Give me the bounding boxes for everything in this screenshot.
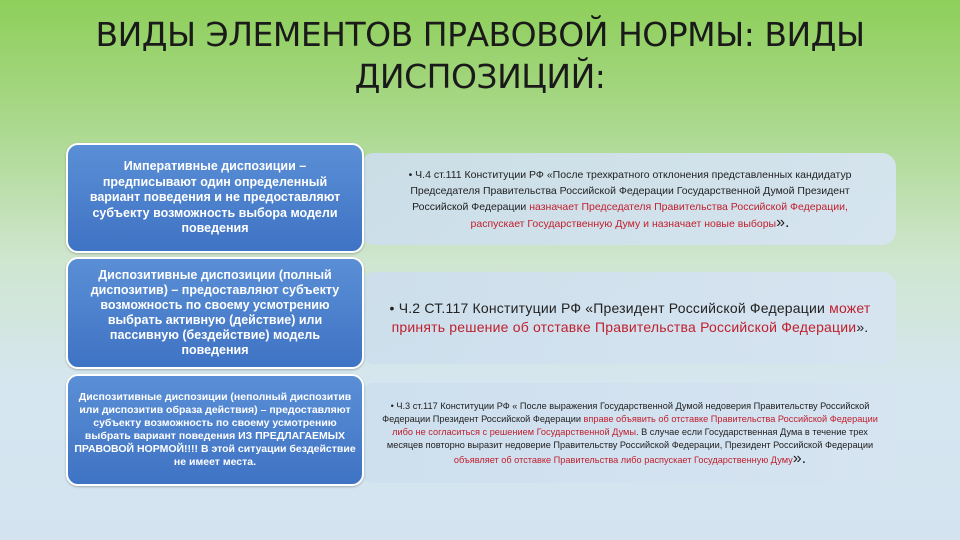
example-text-highlight: может принять решение об отставке Правительства Российской Федерации (391, 300, 871, 335)
definition-text: Диспозитивные диспозиции (неполный диспозитив или диспозитив образа действия) – предоставляют субъекту возможность по своему усмотрению выбрать вариант поведения ИЗ ПРЕДЛАГАЕМЫХ ПРАВОВОЙ НОРМОЙ!!!! В этой ситуации бездействие не имеет места. (74, 391, 356, 468)
definition-text: Императивные диспозиции – предписывают один определенный вариант поведения и не предоставляют субъекту возможность выбора модели поведения (89, 159, 341, 236)
example-text (386, 167, 874, 232)
example-text-highlight: вправе объявить об отставке Правительства Российской Федерации либо не согласиться с решением Государственной Думы (392, 413, 878, 437)
page-title (0, 14, 960, 98)
example-text-closing: ». (776, 213, 790, 231)
example-text (382, 400, 878, 467)
example-text-closing: ». (792, 449, 807, 467)
definition-box-partial-dispositive (66, 374, 364, 486)
example-box-full-dispositive (360, 272, 896, 364)
bullet: • (408, 168, 413, 181)
example-text-plain: Ч.3 ст.117 Конституции РФ « После выражения Государственной Думой недоверия Правительству Российской Федерации Президент Российской Федерации (382, 400, 870, 424)
example-text-highlight: назначает Председателя Правительства Российской Федерации, распускает Государственную Думу и назначает новые выборы (470, 200, 848, 230)
title-line-2: ДИСПОЗИЦИЙ: (354, 57, 606, 96)
example-text (386, 299, 874, 337)
definition-box-full-dispositive (66, 257, 364, 369)
example-text-plain: Ч.2 СТ.117 Конституции РФ «Президент Российской Федерации (398, 300, 830, 316)
bullet: • (390, 400, 394, 411)
example-text-highlight-2: объявляет об отставке Правительства либо распускает Государственную Думу (453, 454, 793, 465)
title-line-1: ВИДЫ ЭЛЕМЕНТОВ ПРАВОВОЙ НОРМЫ: ВИДЫ (95, 15, 865, 54)
example-text-plain: Ч.4 ст.111 Конституции РФ «После трехкратного отклонения представленных кандидатур Председателя Правительства Российской Федерации Государственной Думой Президент Российской Федерации (410, 168, 852, 213)
definition-text: Диспозитивные диспозиции (полный диспозитив) – предоставляют субъекту возможность по своему усмотрению выбрать активную (действие) или пассивную (бездействие) модель поведения (90, 268, 340, 357)
example-text-plain-2: . В случае если Государственная Дума в течение трех месяцев повторно выразит недоверие Правительству Российской Федерации, Президент Российской Федерации (386, 426, 874, 450)
bullet: • (389, 300, 395, 316)
definition-box-imperative (66, 143, 364, 253)
example-text-closing: ». (856, 319, 869, 335)
example-box-imperative (360, 153, 896, 245)
example-box-partial-dispositive (360, 383, 896, 483)
